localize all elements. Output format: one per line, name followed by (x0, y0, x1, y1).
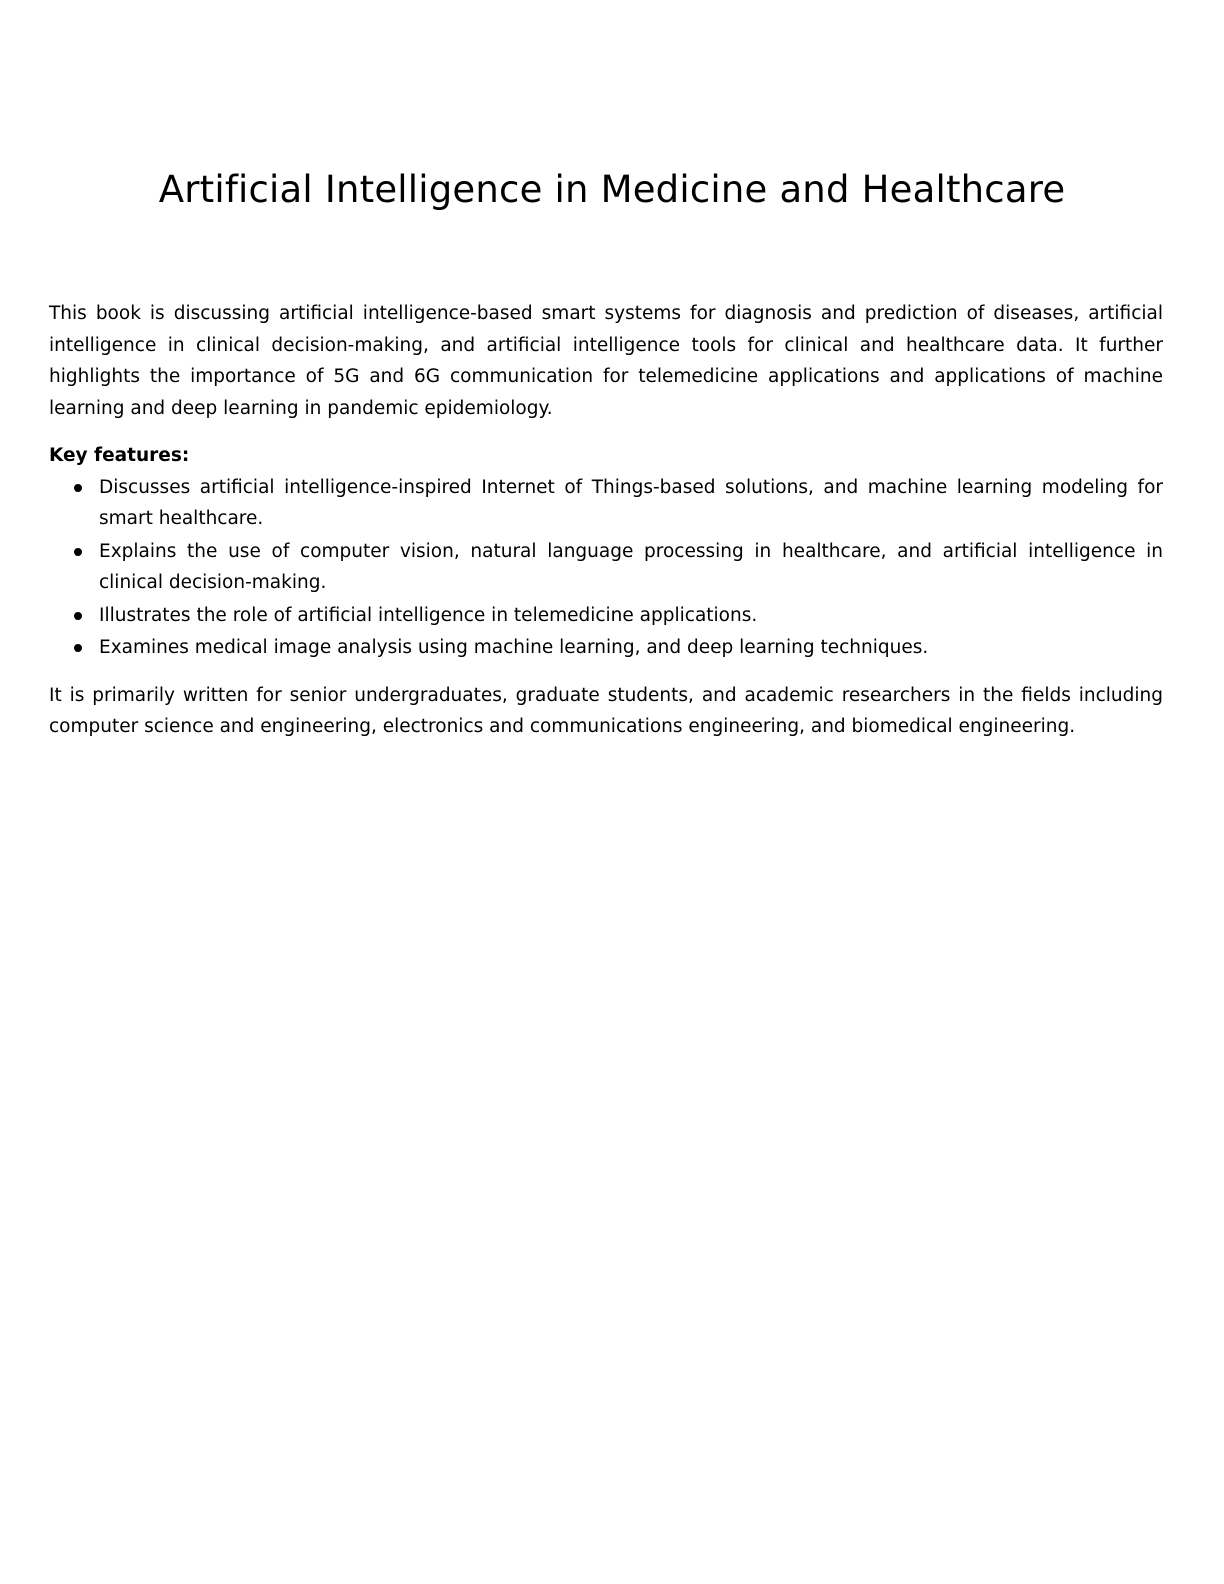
page-title: Artificial Intelligence in Medicine and Healthcare (158, 168, 1066, 211)
bullet-icon (74, 484, 82, 492)
intro-paragraph: This book is discussing artificial intelligence-based smart systems for diagnosis and prediction of diseases, artificial intelligence in clinical decision-making, and artificial intelligence tools for clinical and healthcare data. It further highlights the importance of 5G and 6G communication for telemedicine applications and applications of machine learning and deep learning in pandemic epidemiology. (49, 303, 1163, 419)
key-features-list (49, 472, 1163, 664)
key-features-heading: Key features: (49, 445, 190, 466)
list-item (49, 600, 1163, 632)
audience-paragraph: It is primarily written for senior undergraduates, graduate students, and academic researchers in the fields including computer science and engineering, electronics and communications engineering, and biomedical engineering. (49, 684, 1163, 737)
bullet-icon (74, 644, 82, 652)
list-item (49, 472, 1163, 535)
bullet-icon (74, 548, 82, 556)
list-item (49, 536, 1163, 599)
list-item (49, 632, 1163, 664)
list-item-text: Examines medical image analysis using machine learning, and deep learning techniques. (99, 637, 929, 658)
bullet-icon (74, 612, 82, 620)
list-item-text: Explains the use of computer vision, natural language processing in healthcare, and artificial intelligence in clinical decision-making. (99, 540, 1163, 593)
document-body (49, 298, 1163, 743)
list-item-text: Discusses artificial intelligence-inspired Internet of Things-based solutions, and machine learning modeling for smart healthcare. (99, 476, 1163, 529)
list-item-text: Illustrates the role of artificial intelligence in telemedicine applications. (99, 604, 758, 626)
